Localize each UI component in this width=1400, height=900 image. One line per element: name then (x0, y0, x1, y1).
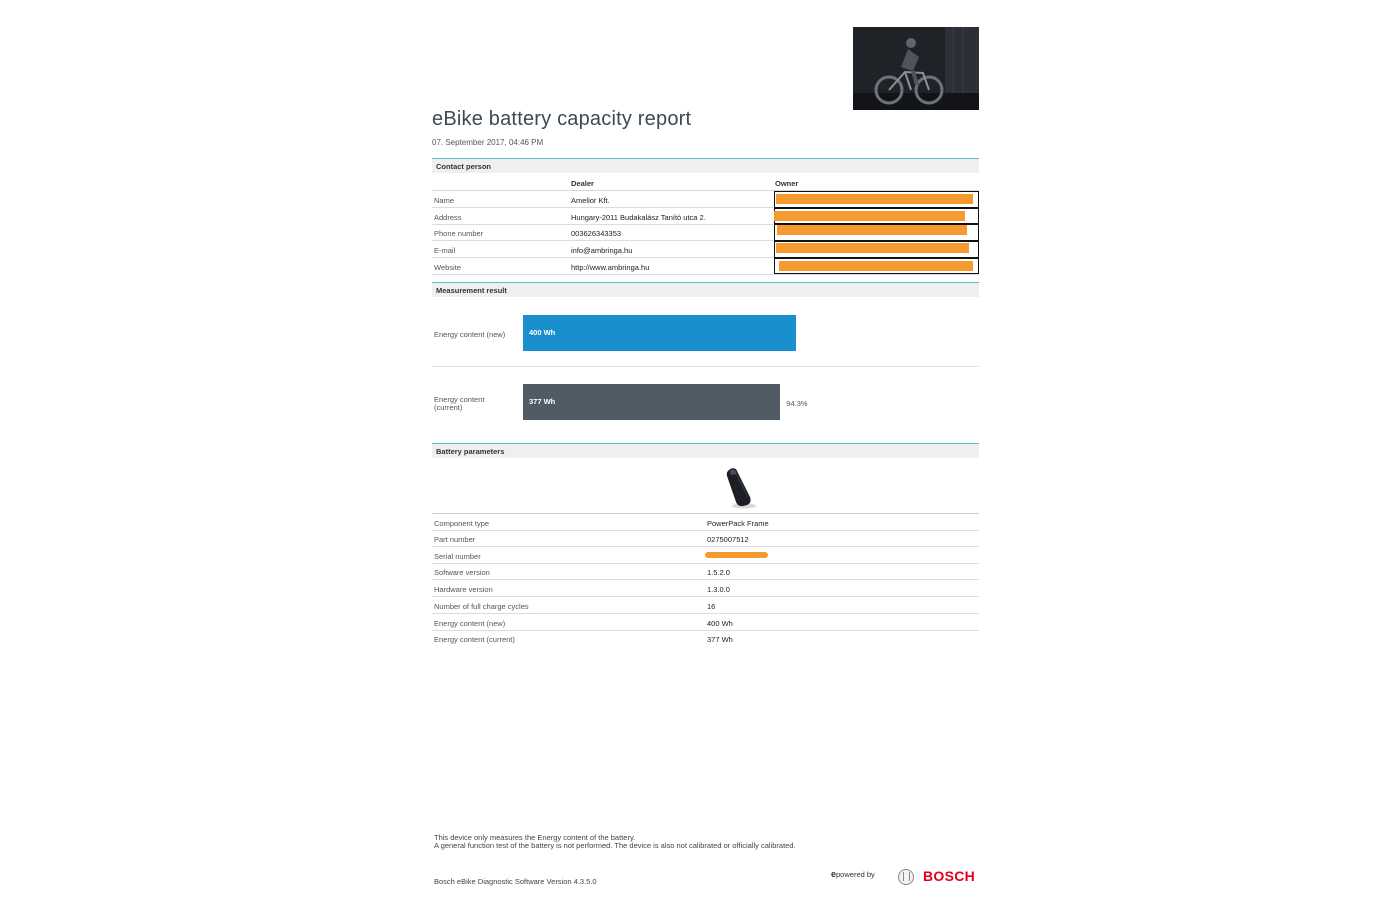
battery-pack-icon (723, 466, 759, 510)
contact-label: Website (434, 263, 461, 272)
energy-current-label-line2: (current) (434, 403, 463, 412)
battery-param-value: 400 Wh (707, 619, 733, 628)
battery-row-energy-current (432, 630, 979, 646)
measurement-divider (432, 366, 979, 367)
disclaimer-line2: A general function test of the battery is not performed. The device is also not calibrated or officially calibrated. (434, 841, 796, 850)
disclaimer (434, 834, 796, 850)
bosch-brand: BOSCH (923, 868, 976, 884)
dealer-value: info@ambringa.hu (571, 246, 633, 255)
dealer-value: 003626343353 (571, 229, 622, 238)
owner-value-redacted (774, 191, 978, 207)
contact-label: Phone number (434, 229, 484, 238)
battery-param-label: Software version (434, 568, 490, 577)
battery-param-label: Energy content (current) (434, 635, 515, 644)
battery-param-value: 16 (707, 602, 716, 611)
contact-row-email (432, 241, 979, 258)
bosch-logo-icon (898, 869, 914, 885)
energy-new-bar-label: 400 Wh (529, 328, 556, 337)
battery-row-charge-cycles (432, 597, 979, 614)
battery-row-part-number (432, 530, 979, 547)
measurement-section-header: Measurement result (432, 282, 979, 297)
contact-label: Address (434, 213, 462, 222)
energy-current-label-line1: Energy content (434, 395, 485, 404)
battery-param-label: Serial number (434, 552, 481, 561)
report-date: 07. September 2017, 04:46 PM (432, 138, 544, 147)
report-page (432, 0, 979, 900)
powered-by-label: epowered by (831, 869, 875, 879)
contact-label: Name (434, 196, 455, 205)
owner-value-redacted (774, 241, 978, 257)
contact-row-address (432, 208, 979, 225)
battery-param-label: Hardware version (434, 585, 493, 594)
battery-section-header: Battery parameters (432, 443, 979, 458)
energy-current-bar-label: 377 Wh (529, 397, 556, 406)
report-title: eBike battery capacity report (432, 108, 692, 130)
header-photo (853, 27, 979, 110)
energy-percent-label: 94.3% (786, 399, 808, 408)
disclaimer-line1: This device only measures the Energy content of the battery. (434, 833, 636, 842)
owner-column-header: Owner (775, 179, 799, 188)
serial-number-redacted (705, 552, 768, 558)
battery-row-software-version (432, 563, 979, 580)
energy-new-label: Energy content (new) (434, 330, 506, 339)
battery-param-value: 0275007512 (707, 535, 749, 544)
energy-current-label (434, 396, 484, 412)
dealer-value: http://www.ambringa.hu (571, 263, 650, 272)
contact-row-phone (432, 224, 979, 241)
battery-param-value: 377 Wh (707, 635, 733, 644)
owner-value-redacted (774, 208, 978, 224)
battery-param-label: Number of full charge cycles (434, 602, 529, 611)
owner-value-redacted (774, 224, 978, 240)
dealer-value: Amelior Kft. (571, 196, 610, 205)
dealer-column-header: Dealer (571, 179, 594, 188)
contact-section-header: Contact person (432, 158, 979, 173)
battery-row-energy-new (432, 614, 979, 631)
contact-label: E-mail (434, 246, 456, 255)
energy-new-bar (523, 315, 796, 351)
battery-param-value: 1.5.2.0 (707, 568, 730, 577)
energy-current-bar (523, 384, 780, 420)
battery-row-hardware-version (432, 580, 979, 597)
dealer-value: Hungary-2011 Budakalász Tanító utca 2. (571, 213, 706, 222)
software-version: Bosch eBike Diagnostic Software Version 4.3.5.0 (434, 877, 597, 886)
battery-param-label: Component type (434, 519, 490, 528)
owner-value-redacted (774, 258, 978, 274)
battery-param-value: PowerPack Frame (707, 519, 769, 528)
battery-row-serial-number (432, 547, 979, 564)
battery-param-value: 1.3.0.0 (707, 585, 730, 594)
battery-param-label: Part number (434, 535, 476, 544)
contact-row-name (432, 191, 979, 208)
battery-param-label: Energy content (new) (434, 619, 506, 628)
battery-row-component-type (432, 514, 979, 531)
contact-row-website (432, 258, 979, 275)
